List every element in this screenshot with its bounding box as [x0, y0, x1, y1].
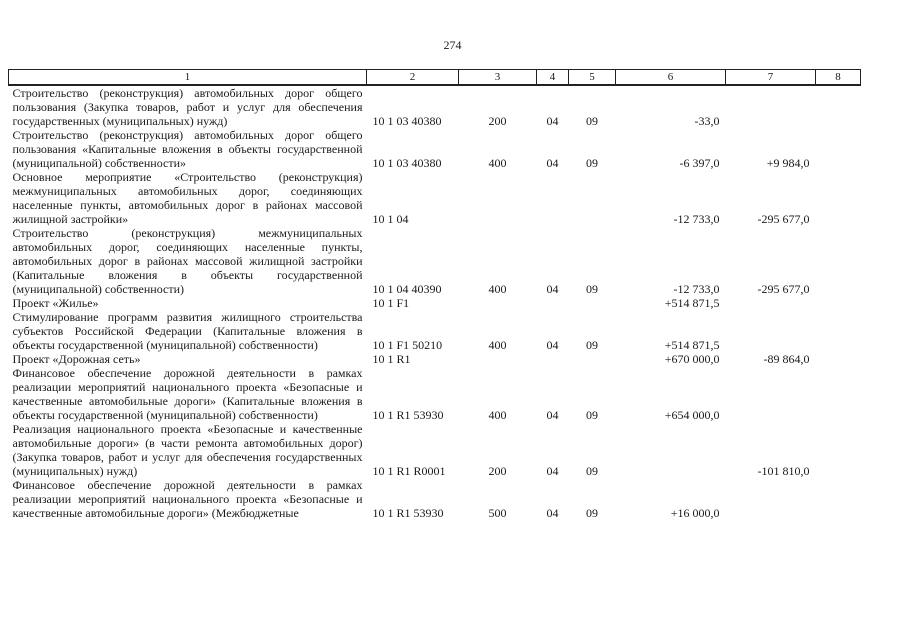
row-type: 200 [488, 114, 507, 128]
row-subsection [569, 170, 616, 226]
row-amount-6: +16 000,0 [670, 506, 720, 520]
row-section: 04 [546, 506, 559, 520]
row-section [537, 352, 569, 366]
row-type: 400 [488, 156, 507, 170]
row-amount-6 [616, 422, 726, 478]
row-code: 10 1 R1 [372, 352, 411, 366]
row-amount-6: +670 000,0 [664, 352, 720, 366]
row-name: Строительство (реконструкция) межмуниципальных автомобильных дорог, соединяющих населенные пункты, автомобильных дорог в районах массовой жилищной застройки (Капитальные вложения в объекты государственной (муниципальной) собственности) [12, 226, 363, 296]
row-subsection [569, 296, 616, 310]
header-cell-1: 1 [9, 70, 367, 86]
table-row [9, 366, 861, 422]
row-subsection: 09 [586, 506, 598, 520]
row-amount-7: -89 864,0 [763, 352, 810, 366]
header-cell-7: 7 [726, 70, 816, 86]
header-cell-4: 4 [537, 70, 569, 86]
row-amount-6: -12 733,0 [673, 212, 720, 226]
budget-table-container [8, 69, 860, 520]
row-amount-6: +514 871,5 [664, 296, 720, 310]
row-code: 10 1 04 40390 [372, 282, 442, 296]
row-empty-8 [816, 128, 861, 170]
row-subsection: 09 [586, 114, 598, 128]
row-subsection [569, 352, 616, 366]
header-cell-6: 6 [616, 70, 726, 86]
row-amount-7: -295 677,0 [757, 282, 810, 296]
row-name: Финансовое обеспечение дорожной деятельности в рамках реализации мероприятий национального проекта «Безопасные и качественные автомобильные дороги» (Межбюджетные [12, 478, 363, 520]
row-name: Финансовое обеспечение дорожной деятельности в рамках реализации мероприятий национального проекта «Безопасные и качественные автомобильные дороги» (Капитальные вложения в объекты государственной (муниципальной) собственности) [12, 366, 363, 422]
row-amount-7 [726, 478, 816, 520]
row-type: 400 [488, 282, 507, 296]
row-amount-6: -12 733,0 [673, 282, 720, 296]
row-amount-6: -6 397,0 [679, 156, 720, 170]
row-empty-8 [816, 422, 861, 478]
row-code: 10 1 R1 53930 [372, 506, 444, 520]
row-empty-8 [816, 478, 861, 520]
budget-table [8, 69, 861, 520]
row-type [459, 170, 537, 226]
row-amount-6: +514 871,5 [664, 338, 720, 352]
row-section [537, 296, 569, 310]
row-amount-7: -295 677,0 [757, 212, 810, 226]
row-code: 10 1 03 40380 [372, 114, 442, 128]
row-type [459, 352, 537, 366]
row-code: 10 1 03 40380 [372, 156, 442, 170]
row-amount-7 [726, 366, 816, 422]
header-cell-2: 2 [367, 70, 459, 86]
table-row [9, 352, 861, 366]
row-type: 400 [488, 408, 507, 422]
row-amount-7: -101 810,0 [757, 464, 810, 478]
row-section [537, 170, 569, 226]
row-subsection: 09 [586, 156, 598, 170]
table-row [9, 170, 861, 226]
row-name: Основное мероприятие «Строительство (реконструкция) межмуниципальных автомобильных дорог, соединяющих населенные пункты, автомобильных дорог в районах массовой жилищной застройки» [12, 170, 363, 226]
row-amount-6: +654 000,0 [664, 408, 720, 422]
row-subsection: 09 [586, 282, 598, 296]
table-row [9, 422, 861, 478]
table-row [9, 478, 861, 520]
row-code: 10 1 F1 50210 [372, 338, 443, 352]
row-amount-7 [726, 85, 816, 128]
table-row [9, 226, 861, 296]
row-code: 10 1 04 [372, 212, 409, 226]
row-empty-8 [816, 366, 861, 422]
row-code: 10 1 R1 53930 [372, 408, 444, 422]
row-section: 04 [546, 282, 559, 296]
row-empty-8 [816, 352, 861, 366]
table-row [9, 296, 861, 310]
row-section: 04 [546, 338, 559, 352]
row-name: Стимулирование программ развития жилищного строительства субъектов Российской Федерации (Капитальные вложения в объекты государственной (муниципальной) собственности) [12, 310, 363, 352]
row-section: 04 [546, 408, 559, 422]
row-type [459, 296, 537, 310]
row-empty-8 [816, 170, 861, 226]
row-type: 200 [488, 464, 507, 478]
row-name: Реализация национального проекта «Безопасные и качественные автомобильные дороги» (в части ремонта автомобильных дорог) (Закупка товаров, работ и услуг для обеспечения государственных (муниципальных) нужд) [12, 422, 363, 478]
row-code: 10 1 F1 [372, 296, 410, 310]
row-amount-6: -33,0 [694, 114, 720, 128]
row-section: 04 [546, 464, 559, 478]
header-cell-3: 3 [459, 70, 537, 86]
row-code: 10 1 R1 R0001 [372, 464, 446, 478]
row-amount-7 [726, 296, 816, 310]
row-amount-7: +9 984,0 [766, 156, 810, 170]
row-type: 500 [488, 506, 507, 520]
row-subsection: 09 [586, 338, 598, 352]
table-row [9, 310, 861, 352]
row-type: 400 [488, 338, 507, 352]
row-subsection: 09 [586, 408, 598, 422]
row-name: Проект «Дорожная сеть» [12, 352, 141, 366]
row-section: 04 [546, 156, 559, 170]
page-number: 274 [443, 38, 462, 52]
table-row [9, 128, 861, 170]
header-cell-8: 8 [816, 70, 861, 86]
row-empty-8 [816, 85, 861, 128]
row-amount-7 [726, 310, 816, 352]
row-empty-8 [816, 226, 861, 296]
row-subsection: 09 [586, 464, 598, 478]
row-empty-8 [816, 310, 861, 352]
row-section: 04 [546, 114, 559, 128]
row-name: Строительство (реконструкция) автомобильных дорог общего пользования «Капитальные вложения в объекты государственной (муниципальной) собственности» [12, 128, 363, 170]
row-name: Строительство (реконструкция) автомобильных дорог общего пользования (Закупка товаров, работ и услуг для обеспечения государственных (муниципальных) нужд) [12, 86, 363, 128]
header-row [9, 70, 861, 86]
header-cell-5: 5 [569, 70, 616, 86]
row-empty-8 [816, 296, 861, 310]
table-row [9, 85, 861, 128]
row-name: Проект «Жилье» [12, 296, 99, 310]
